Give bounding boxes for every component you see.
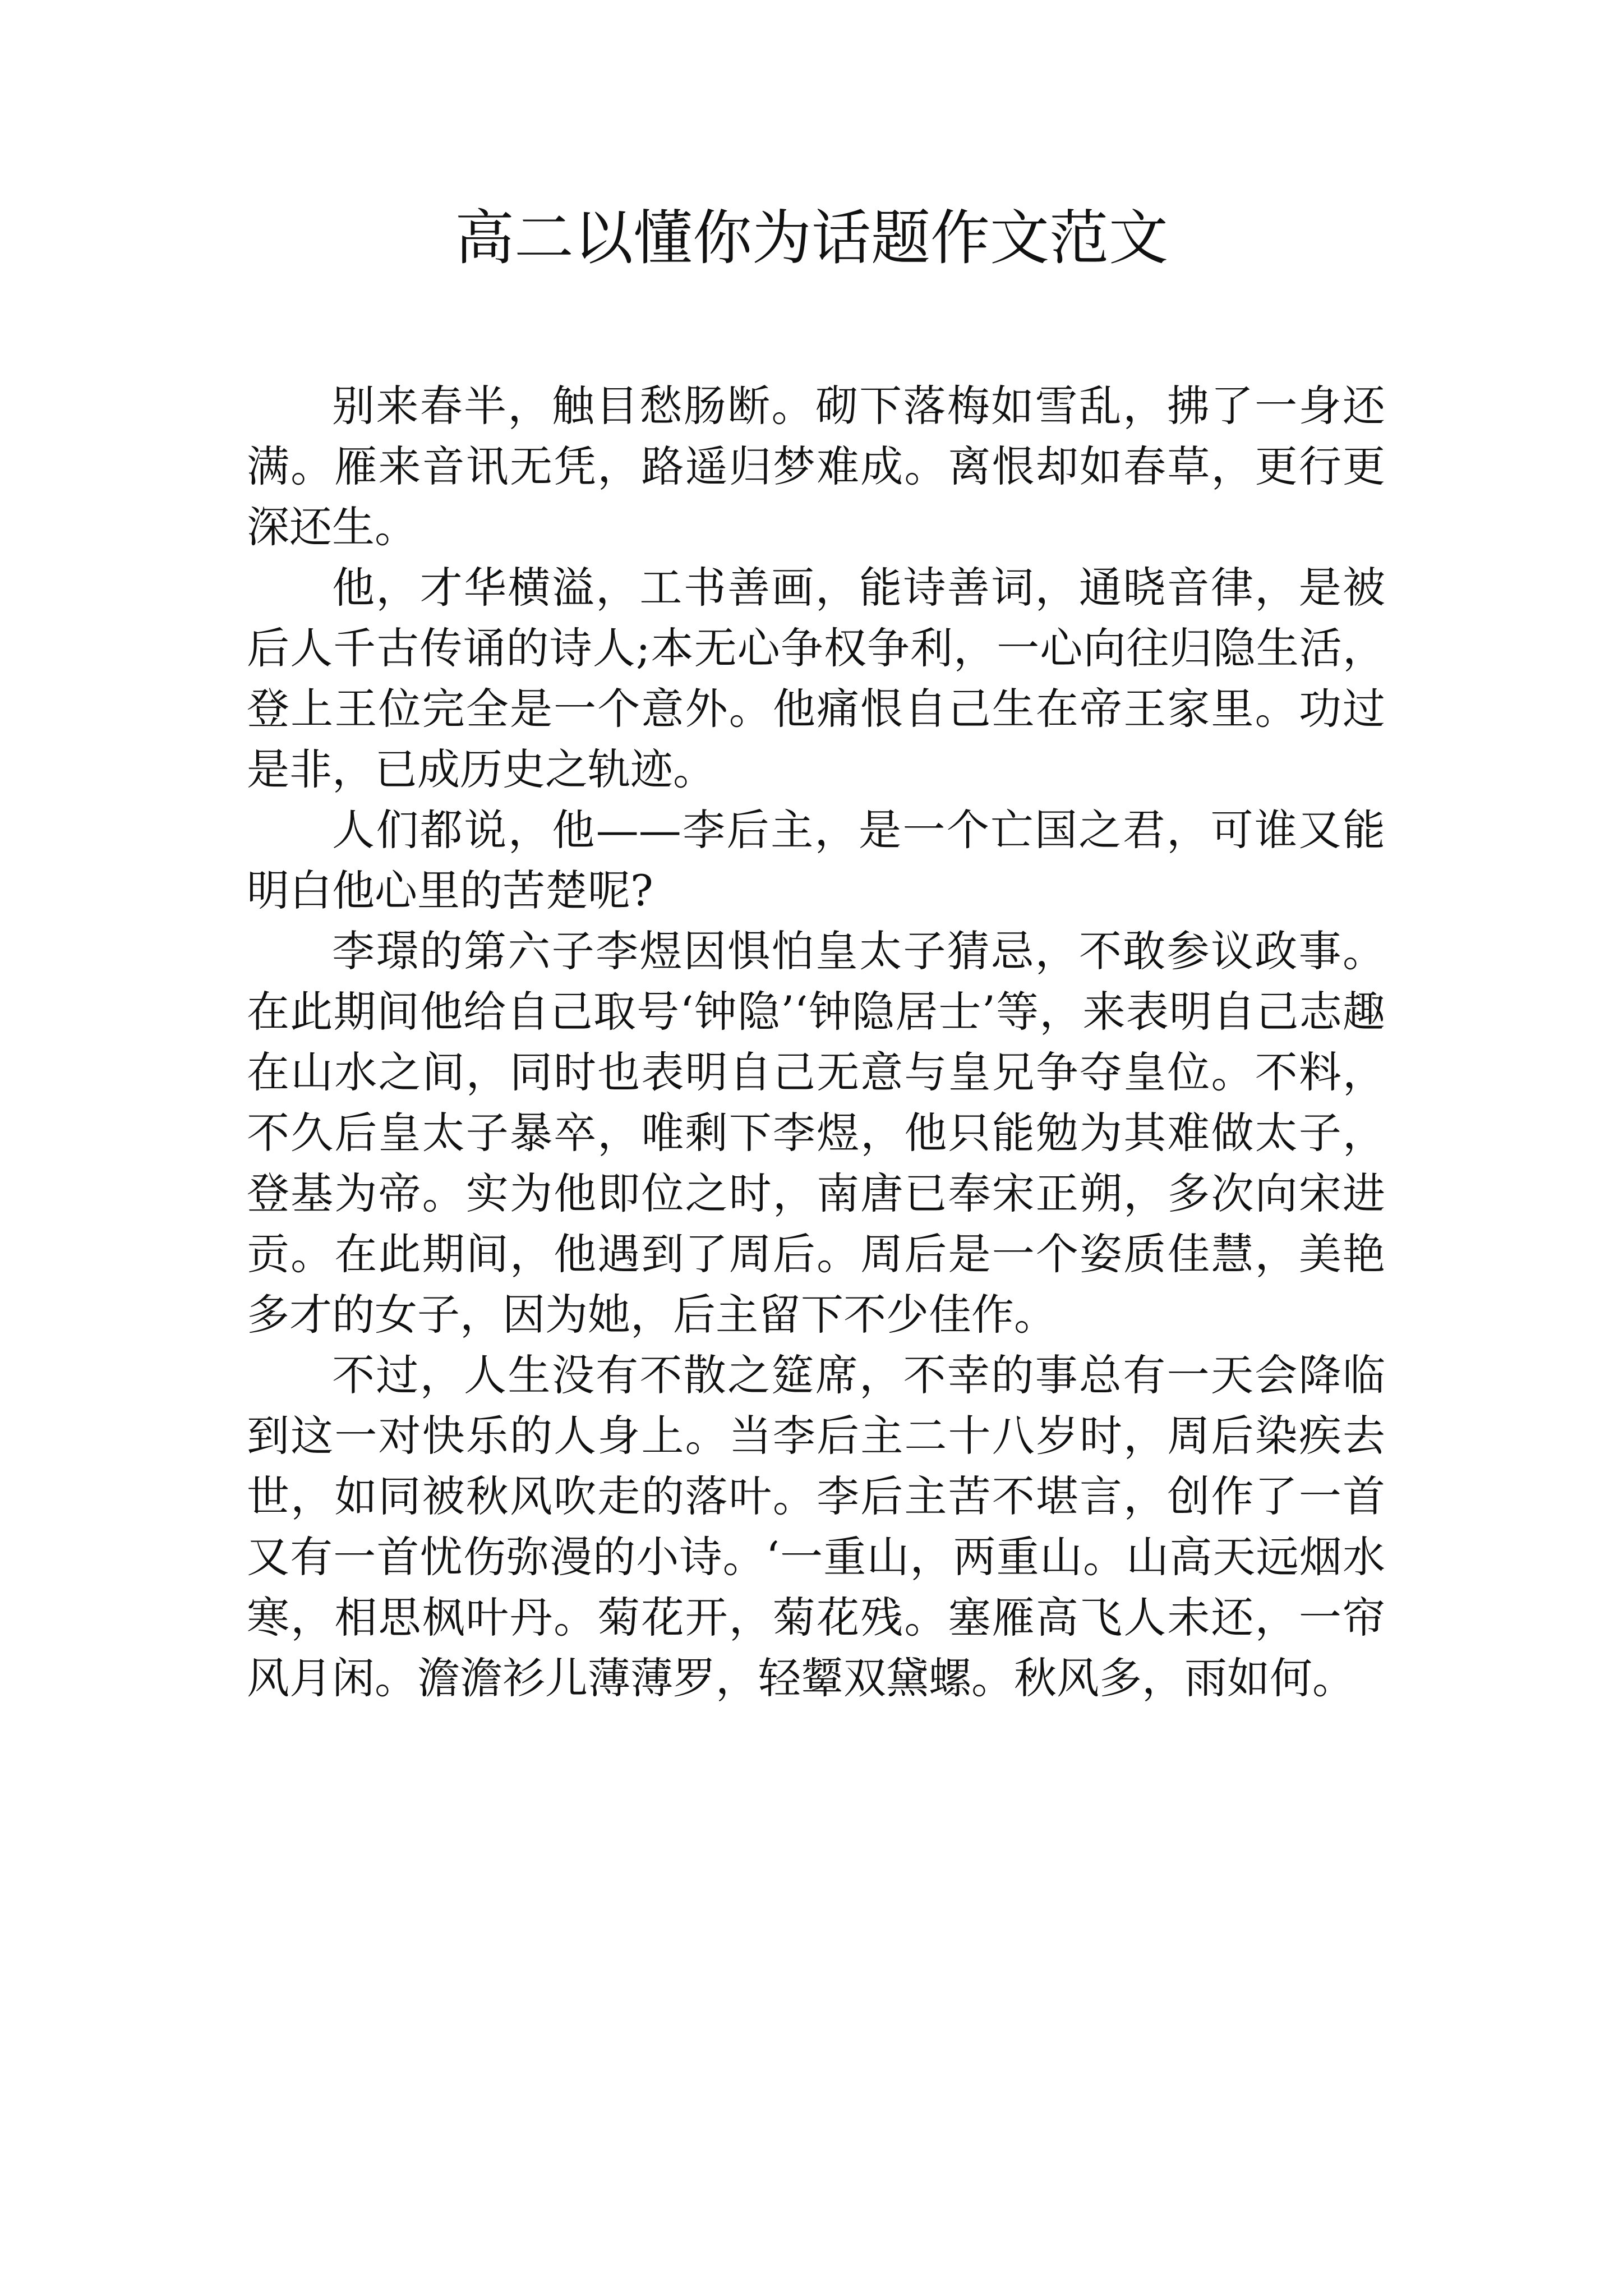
paragraph: 别来春半，触目愁肠断。砌下落梅如雪乱，拂了一身还满。雁来音讯无凭，路遥归梦难成。离恨却如春草，更行更深还生。 <box>247 381 1385 552</box>
paragraph: 李璟的第六子李煜因惧怕皇太子猜忌，不敢参议政事。在此期间他给自己取号‘钟隐’‘钟隐居士’等，来表明自己志趣在山水之间，同时也表明自己无意与皇兄争夺皇位。不料，不久后皇太子暴卒，唯剩下李煜，他只能勉为其难做太子，登基为帝。实为他即位之时，南唐已奉宋正朔，多次向宋进贡。在此期间，他遇到了周后。周后是一个姿质佳慧，美艳多才的女子，因为她，后主留下不少佳作。 <box>247 926 1385 1340</box>
paragraph: 不过，人生没有不散之筵席，不幸的事总有一天会降临到这一对快乐的人身上。当李后主二十八岁时，周后染疾去世，如同被秋风吹走的落叶。李后主苦不堪言，创作了一首又有一首忧伤弥漫的小诗。‘一重山，两重山。山高天远烟水寒，相思枫叶丹。菊花开，菊花残。塞雁高飞人未还，一帘风月闲。澹澹衫儿薄薄罗，轻颦双黛螺。秋风多，雨如何。 <box>247 1350 1385 1703</box>
document-title: 高二以懂你为话题作文范文 <box>455 204 1168 273</box>
document-body <box>247 376 1385 1709</box>
paragraph: 人们都说，他——李后主，是一个亡国之君，可谁又能明白他心里的苦楚呢? <box>247 805 1385 915</box>
paragraph: 他，才华横溢，工书善画，能诗善词，通晓音律，是被后人千古传诵的诗人;本无心争权争利，一心向往归隐生活，登上王位完全是一个意外。他痛恨自己生在帝王家里。功过是非，已成历史之轨迹。 <box>247 563 1385 794</box>
